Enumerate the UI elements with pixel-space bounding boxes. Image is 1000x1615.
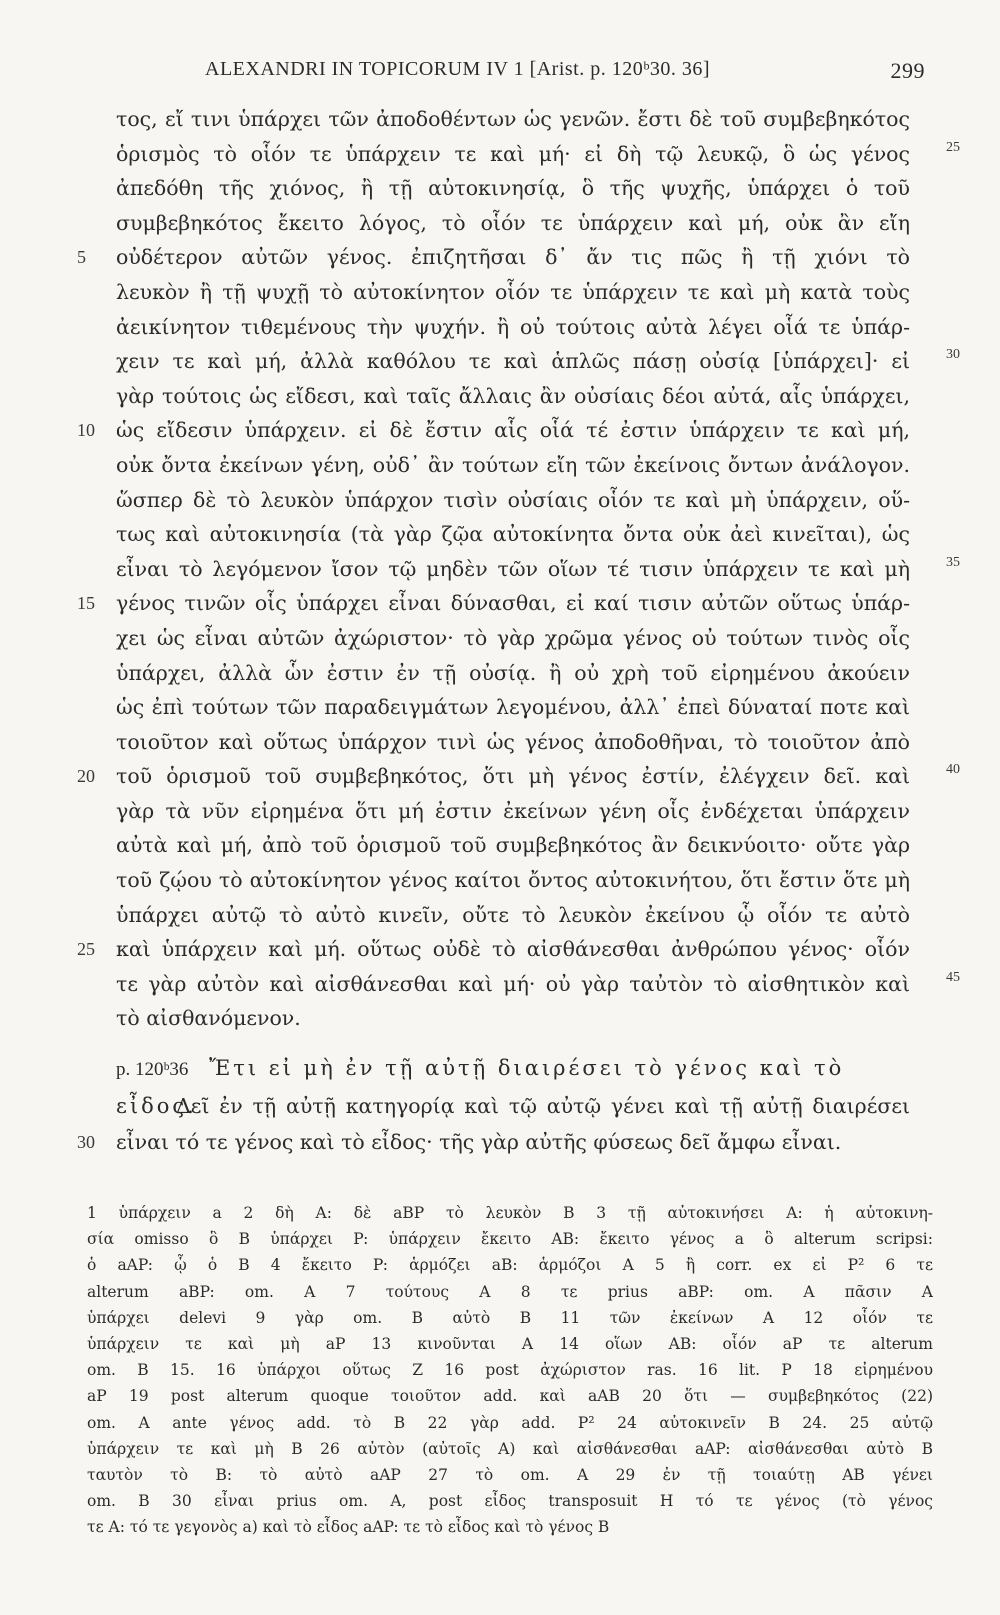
text_lines-line — [60, 690, 940, 725]
text_lines-line — [60, 586, 940, 621]
line-text: τοιοῦτον καὶ οὕτως ὑπάρχον τινὶ ὡς γένος ἀποδοθῆναι, τὸ τοιοῦτον ἀπὸ — [116, 729, 910, 754]
apparatus-line: alterum aBP: om. A 7 τούτους A 8 τε prius aBP: om. A πᾶσιν A — [87, 1282, 933, 1301]
apparatus-line: ταυτὸν τὸ B: τὸ αὐτὸ aAP 27 τὸ om. A 29 ἐν τῇ τοιαύτῃ AB γένει — [87, 1465, 933, 1484]
line-text: ἀεικίνητον τιθεμένους τὴν ψυχήν. ἢ οὐ τούτοις αὐτὰ λέγει οἷά τε ὑπάρ- — [116, 314, 910, 339]
line-text: αὐτὰ καὶ μή, ἀπὸ τοῦ ὁρισμοῦ τοῦ συμβεβηκότος ἂν δεικνύοιτο· οὔτε γὰρ — [116, 833, 910, 858]
page-number: 299 — [890, 58, 925, 83]
apparatus-line: ὑπάρχει delevi 9 γὰρ om. B αὐτὸ B 11 τῶν ἐκείνων A 12 οἷόν τε — [87, 1308, 933, 1327]
commentary-text — [60, 1088, 940, 1160]
line-text: ὥσπερ δὲ τὸ λευκὸν ὑπάρχον τισὶν οὐσίαις οἷόν τε καὶ μὴ ὑπάρχειν, οὕ- — [116, 487, 910, 512]
text_lines-line — [60, 725, 940, 760]
line-text: χειν τε καὶ μή, ἀλλὰ καθόλου τε καὶ ἁπλῶς πάσῃ οὐσίᾳ [ὑπάρχει]· εἰ — [116, 349, 910, 374]
line-text: ἀπεδόθη τῆς χιόνος, ἢ τῇ αὐτοκινησίᾳ, ὃ τῆς ψυχῆς, ὑπάρχει ὁ τοῦ — [116, 176, 910, 201]
comment_lines-line — [60, 1088, 940, 1124]
apparatus-line: 1 ὑπάρχειν a 2 δὴ A: δὲ aBP τὸ λευκὸν B 3 τῇ αὐτοκινήσει A: ἡ αὐτοκινη- — [87, 1204, 933, 1222]
line-text: συμβεβηκότος ἔκειτο λόγος, τὸ οἷόν τε ὑπάρχειν καὶ μή, οὐκ ἂν εἴη — [116, 210, 910, 235]
text_lines-line — [60, 413, 940, 448]
section-lemma: Ἔτι εἰ μὴ ἐν τῇ αὐτῇ διαιρέσει τὸ γένος καὶ τὸ εἶδος. — [116, 1056, 845, 1118]
apparatus-line: om. B 30 εἶναι prius om. A, post εἶδος transposuit H τό τε γένος (τὸ γένος — [87, 1492, 933, 1511]
apparatus-line: τε A: τό τε γεγονὸς a) καὶ τὸ εἶδος aAP: τε τὸ εἶδος καὶ τὸ γένος B — [87, 1518, 610, 1537]
line-text: γένος τινῶν οἷς ὑπάρχει εἶναι δύνασθαι, εἰ καί τισιν αὐτῶν οὕτως ὑπάρ- — [116, 591, 910, 616]
text_lines-line — [60, 1001, 940, 1036]
apparatus-line: ὁ aAP: ᾧ ὁ B 4 ἔκειτο P: ἁρμόζει aB: ἁρμόζοι A 5 ἢ corr. ex εἰ P² 6 τε — [87, 1256, 933, 1275]
running-head — [205, 58, 925, 84]
line-text: οὐκ ὄντα ἐκείνων γένη, οὐδ᾽ ἂν τούτων εἴη τῶν ἐκείνοις ὄντων ἀνάλογον. — [116, 452, 910, 477]
text_lines-line — [60, 137, 960, 172]
text_lines-line — [60, 206, 940, 241]
line-number: 10 — [77, 420, 95, 441]
margin-reference: 45 — [946, 969, 960, 985]
line-text: τε γὰρ αὐτὸν καὶ αἰσθάνεσθαι καὶ μή· οὐ γὰρ ταὐτὸν τὸ αἰσθητικὸν καὶ — [116, 971, 910, 996]
margin-reference: 35 — [946, 554, 960, 570]
text_lines-line — [60, 759, 960, 794]
text_lines-line — [60, 656, 940, 691]
line-number: 5 — [77, 247, 86, 268]
apparatus-line: aP 19 post alterum quoque τοιοῦτον add. καὶ aAB 20 ὅτι — συμβεβηκότος (22) — [87, 1387, 933, 1406]
text_lines-line — [60, 275, 940, 310]
apparatus-line: om. B 15. 16 ὑπάρχοι οὕτως Z 16 post ἀχώριστον ras. 16 lit. P 18 εἰρημένου — [87, 1361, 933, 1380]
line-text: τὸ αἰσθανόμενον. — [116, 1006, 301, 1031]
margin-reference: 40 — [946, 762, 960, 778]
apparatus-line: σία omisso ὃ B ὑπάρχει P: ὑπάρχειν ἔκειτο AB: ἔκειτο γένος a ὃ alterum scripsi: — [87, 1230, 933, 1249]
line-text: ὡς εἴδεσιν ὑπάρχειν. εἰ δὲ ἔστιν αἷς οἷά τέ ἐστιν ὑπάρχειν τε καὶ μή, — [116, 418, 910, 443]
line-text: ὑπάρχει αὐτῷ τὸ αὐτὸ κινεῖν, οὔτε τὸ λευκὸν ἐκείνου ᾧ οἷόν τε αὐτὸ — [116, 902, 910, 927]
line-number: 15 — [77, 593, 95, 614]
text_lines-line — [60, 344, 960, 379]
line-text: τος, εἴ τινι ὑπάρχει τῶν ἀποδοθέντων ὡς γενῶν. ἔστι δὲ τοῦ συμβεβηκότος — [116, 107, 910, 131]
text_lines-line — [60, 310, 940, 345]
main-text — [60, 102, 960, 1036]
line-text: τοῦ ὁρισμοῦ τοῦ συμβεβηκότος, ὅτι μὴ γένος ἐστίν, ἐλέγχειν δεῖ. καὶ — [116, 764, 910, 789]
line-text: τως καὶ αὐτοκινησία (τὰ γὰρ ζῷα αὐτοκίνητα ὄντα οὐκ ἀεὶ κινεῖται), ὡς — [116, 522, 910, 547]
line-number: 25 — [77, 939, 95, 960]
text_lines-line — [60, 932, 940, 967]
text_lines-line — [60, 517, 940, 552]
apparatus-line: ὑπάρχειν τε καὶ μὴ B 26 αὐτὸν (αὐτοῖς A) καὶ αἰσθάνεσθαι aAP: αἰσθάνεσθαι αὐτὸ B — [87, 1439, 933, 1458]
critical-apparatus — [87, 1200, 933, 1540]
apparatus-line: om. A ante γένος add. τὸ B 22 γὰρ add. P² 24 αὐτοκινεῖν B 24. 25 αὐτῷ — [87, 1413, 933, 1432]
text_lines-line — [60, 794, 940, 829]
line-text: τοῦ ζῴου τὸ αὐτοκίνητον γένος καίτοι ὄντος αὐτοκινήτου, ὅτι ἔστιν ὅτε μὴ — [116, 868, 910, 893]
apparatus-line: ὑπάρχειν τε καὶ μὴ aP 13 κινοῦνται A 14 οἵων AB: οἷόν aP τε alterum — [87, 1334, 933, 1353]
text_lines-line — [60, 379, 940, 414]
text_lines-line — [60, 967, 960, 1002]
section-reference: p. 120ᵇ36 — [116, 1059, 189, 1080]
line-text: χει ὡς εἶναι αὐτῶν ἀχώριστον· τὸ γὰρ χρῶμα γένος οὐ τούτων τινὸς οἷς — [116, 625, 910, 650]
margin-reference: 30 — [946, 347, 960, 363]
line-text: ὡς ἐπὶ τούτων τῶν παραδειγμάτων λεγομένου, ἀλλ᾽ ἐπεὶ δύναταί ποτε καὶ — [116, 695, 910, 720]
text_lines-line — [60, 863, 940, 898]
text_lines-line — [60, 898, 940, 933]
text_lines-line — [60, 828, 940, 863]
text_lines-line — [60, 171, 940, 206]
text_lines-line — [60, 552, 960, 587]
comment_lines-line — [60, 1124, 940, 1160]
text_lines-line — [60, 102, 940, 137]
line-text: εἶναι τό τε γένος καὶ τὸ εἶδος· τῆς γὰρ αὐτῆς φύσεως δεῖ ἄμφω εἶναι. — [116, 1130, 842, 1154]
margin-reference: 25 — [946, 139, 960, 155]
line-text: εἶναι τὸ λεγόμενον ἴσον τῷ μηδὲν τῶν οἵων τέ τισιν ὑπάρχειν τε καὶ μὴ — [116, 556, 910, 581]
line-number: 20 — [77, 766, 95, 787]
line-text: οὐδέτερον αὐτῶν γένος. ἐπιζητῆσαι δ᾽ ἄν τις πῶς ἢ τῇ χιόνι τὸ — [116, 245, 910, 270]
line-text: λευκὸν ἢ τῇ ψυχῇ τὸ αὐτοκίνητον οἷόν τε ὑπάρχειν τε καὶ μὴ κατὰ τοὺς — [116, 279, 910, 304]
line-text: γὰρ τούτοις ὡς εἴδεσι, καὶ ταῖς ἄλλαις ἂν οὐσίαις δέοι αὐτά, αἷς ὑπάρχει, — [116, 383, 910, 408]
line-text: Δεῖ ἐν τῇ αὐτῇ κατηγορίᾳ καὶ τῷ αὐτῷ γένει καὶ τῇ αὐτῇ διαιρέσει — [176, 1094, 910, 1118]
running-title: ALEXANDRI IN TOPICORUM IV 1 [Arist. p. 120ᵇ30. 36] — [205, 58, 711, 80]
line-number: 30 — [77, 1132, 95, 1152]
text_lines-line — [60, 483, 940, 518]
text_lines-line — [60, 448, 940, 483]
line-text: καὶ ὑπάρχειν καὶ μή. οὕτως οὐδὲ τὸ αἰσθάνεσθαι ἀνθρώπου γένος· οἷόν — [116, 937, 910, 962]
line-text: ὁρισμὸς τὸ οἷόν τε ὑπάρχειν τε καὶ μή· εἰ δὴ τῷ λευκῷ, ὃ ὡς γένος — [116, 141, 910, 166]
line-text: γὰρ τὰ νῦν εἰρημένα ὅτι μή ἐστιν ἐκείνων γένη οἷς ἐνδέχεται ὑπάρχειν — [116, 798, 910, 823]
text_lines-line — [60, 240, 940, 275]
line-text: ὑπάρχει, ἀλλὰ ὧν ἐστιν ἐν τῇ οὐσίᾳ. ἢ οὐ χρὴ τοῦ εἰρημένου ἀκούειν — [116, 660, 910, 685]
text_lines-line — [60, 621, 940, 656]
